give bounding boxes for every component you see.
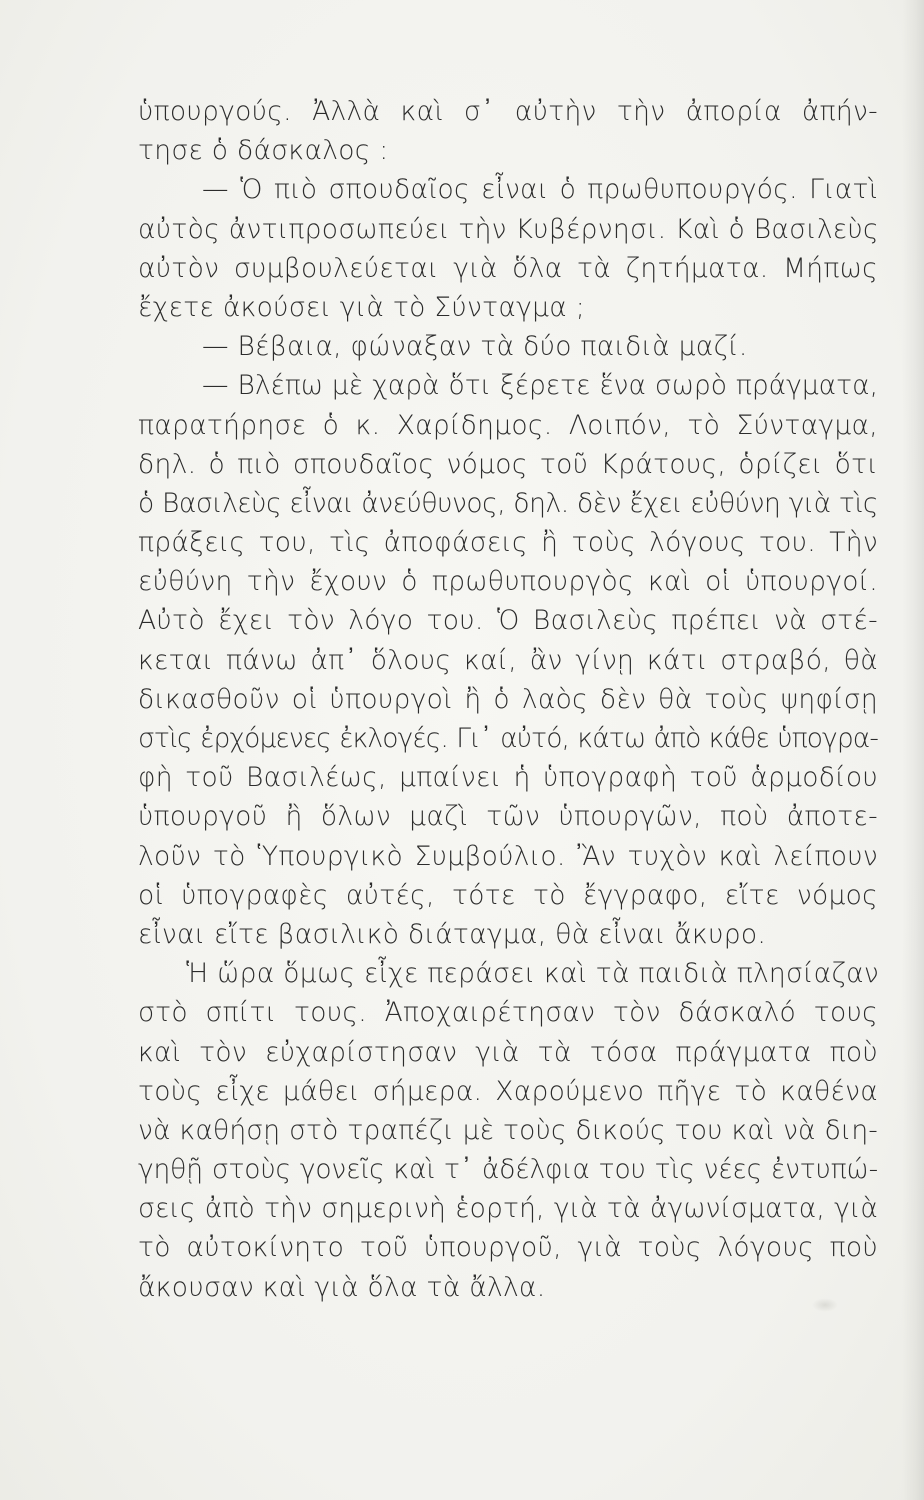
text-line: δικασθοῦν οἱ ὑπουργοὶ ἢ ὁ λαὸς δὲν θὰ τοὺς ψηφίσῃ xyxy=(138,683,878,715)
text-line: ὁ Βασιλεὺς εἶναι ἀνεύθυνος, δηλ. δὲν ἔχει εὐθύνη γιὰ τὶς xyxy=(138,487,878,519)
text-line: αὐτὸν συμβουλεύεται γιὰ ὅλα τὰ ζητήματα. Μήπως xyxy=(138,252,878,284)
text-line: — Βέβαια, φώναξαν τὰ δύο παιδιὰ μαζί. xyxy=(202,331,748,363)
text-line: ὑπουργούς. Ἀλλὰ καὶ σ᾽ αὐτὴν τὴν ἀπορία ἀπήν- xyxy=(138,96,878,127)
text-line: εὐθύνη τὴν ἔχουν ὁ πρωθυπουργὸς καὶ οἱ ὑπουργοί. xyxy=(138,566,878,598)
page-edge-shadow xyxy=(902,0,924,1500)
paper-smudge xyxy=(812,1298,838,1312)
page-text xyxy=(138,92,878,1307)
text-line: οἱ ὑπογραφὲς αὐτές, τότε τὸ ἔγγραφο, εἴτε νόμος xyxy=(138,879,878,911)
text-line: φὴ τοῦ Βασιλέως, μπαίνει ἡ ὑπογραφὴ τοῦ ἁρμοδίου xyxy=(138,762,878,794)
text-line: Αὐτὸ ἔχει τὸν λόγο του. Ὁ Βασιλεὺς πρέπει νὰ στέ- xyxy=(138,605,878,637)
text-line: ἔχετε ἀκούσει γιὰ τὸ Σύνταγμα ; xyxy=(138,291,585,323)
text-line: σεις ἀπὸ τὴν σημερινὴ ἑορτή, γιὰ τὰ ἀγωνίσματα, γιὰ xyxy=(138,1193,878,1225)
text-line: — Ὁ πιὸ σπουδαῖος εἶναι ὁ πρωθυπουργός. Γιατὶ xyxy=(202,174,878,206)
text-line: δηλ. ὁ πιὸ σπουδαῖος νόμος τοῦ Κράτους, ὁρίζει ὅτι xyxy=(138,448,878,480)
text-line: ἄκουσαν καὶ γιὰ ὅλα τὰ ἄλλα. xyxy=(138,1271,546,1303)
text-line: νὰ καθήσῃ στὸ τραπέζι μὲ τοὺς δικούς του καὶ νὰ διη- xyxy=(138,1114,878,1146)
text-line: στὶς ἐρχόμενες ἐκλογές. Γι᾽ αὐτό, κάτω ἀπὸ κάθε ὑπογρα- xyxy=(138,723,878,754)
text-line: τοὺς εἶχε μάθει σήμερα. Χαρούμενο πῆγε τὸ καθένα xyxy=(138,1075,878,1107)
text-line: καὶ τὸν εὐχαρίστησαν γιὰ τὰ τόσα πράγματα ποὺ xyxy=(138,1036,878,1068)
text-line: λοῦν τὸ Ὑπουργικὸ Συμβούλιο. Ἂν τυχὸν καὶ λείπουν xyxy=(138,840,878,872)
text-line: πράξεις του, τὶς ἀποφάσεις ἢ τοὺς λόγους του. Τὴν xyxy=(138,527,878,559)
text-line: εἶναι εἴτε βασιλικὸ διάταγμα, θὰ εἶναι ἄκυρο. xyxy=(138,918,767,950)
text-line: κεται πάνω ἀπ᾽ ὅλους καί, ἂν γίνῃ κάτι στραβό, θὰ xyxy=(138,644,878,676)
text-line: στὸ σπίτι τους. Ἀποχαιρέτησαν τὸν δάσκαλό τους xyxy=(138,997,878,1029)
text-line: τησε ὁ δάσκαλος : xyxy=(138,135,389,167)
text-line: παρατήρησε ὁ κ. Χαρίδημος. Λοιπόν, τὸ Σύνταγμα, xyxy=(138,409,878,441)
text-line: ὑπουργοῦ ἢ ὅλων μαζὶ τῶν ὑπουργῶν, ποὺ ἀποτε- xyxy=(138,801,878,833)
text-line: γηθῇ στοὺς γονεῖς καὶ τ᾽ ἀδέλφια του τὶς νέες ἐντυπώ- xyxy=(138,1154,878,1186)
text-line: Ἡ ὥρα ὅμως εἶχε περάσει καὶ τὰ παιδιὰ πλησίαζαν xyxy=(186,958,880,990)
text-line: αὐτὸς ἀντιπροσωπεύει τὴν Κυβέρνησι. Καὶ ὁ Βασιλεὺς xyxy=(138,213,879,245)
text-line: — Βλέπω μὲ χαρὰ ὅτι ξέρετε ἕνα σωρὸ πράγματα, xyxy=(202,370,878,402)
text-line: τὸ αὐτοκίνητο τοῦ ὑπουργοῦ, γιὰ τοὺς λόγους ποὺ xyxy=(138,1232,878,1264)
